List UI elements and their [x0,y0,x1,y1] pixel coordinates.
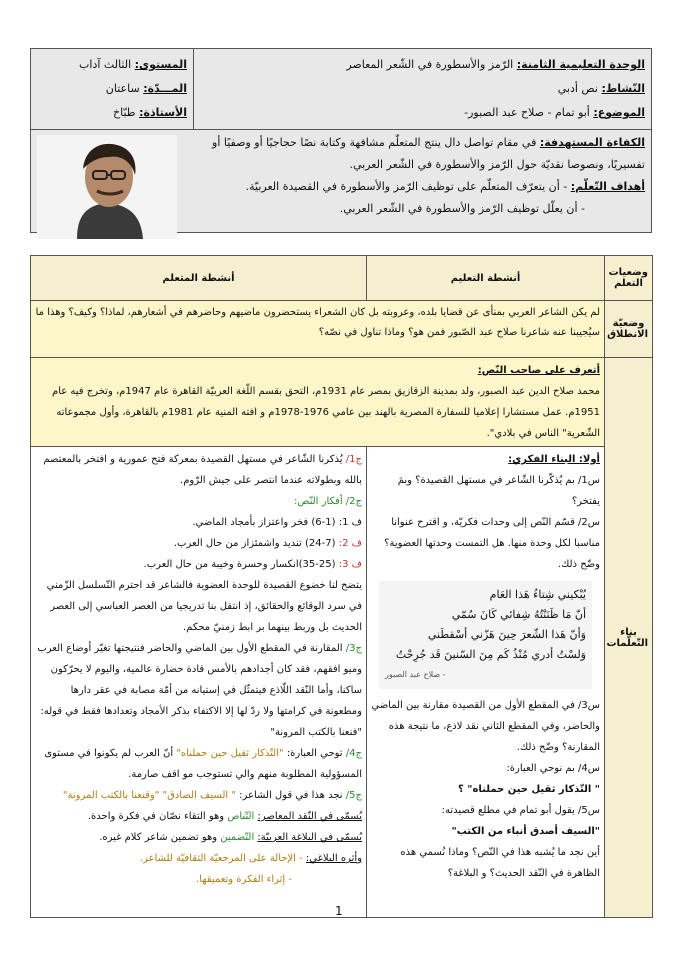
bio-cell [31,358,605,447]
answer-3-text: المقارنة في المقطع الأول بين الماضي والحاضر فنتيجتها تغيّر أوضاع العرب وميو افقهم، فقد كان أجدادهم بالأمس قادة حضارة عالمية، واليوم لا يحرّكون ساكنا، وأما النّقد اللّاذع فيتمثّل في إستيانه من أمّة مصابة في عقر دارها ومطعونة في كرامتها ولا ردّ لها إلا الاكتفاء بذكر الأمجاد وتعدادها فقط في قوله: "فنعنا بالكتب المرونة" [37,643,362,738]
questions-cell [367,447,605,918]
goal-1: - أن يتعرّف المتعلّم على توظيف الرّمز والأسطورة في القصيدة العربيّة. [245,180,568,193]
goal-2: - أن يعلّل توظيف الرّمز والأسطورة في الشّعر العربي. [339,202,585,215]
answer-3 [35,638,362,743]
answer-4-lead: توحي العبارة: [286,748,343,759]
level-line [37,53,187,77]
question-2: س2/ قسّم النّص إلى وحدات فكريّة، و اقترح عنوانا مناسبا لكل وحدة منها. هل التمست وحدتها العضوية؟ وضّح ذلك. [384,517,600,570]
answer-2-f3-mark: ف 3: [338,559,362,570]
answer-5-mark: ج5/ [345,790,362,801]
competence-line [181,132,645,176]
answer-5-lead: نجد هذا في قول الشاعر: [239,790,343,801]
activity-value: نص أدبي [557,82,598,95]
poet-portrait-drawing [37,135,177,239]
answer-5-crit-lead: يُسمّى في النّقد المعاصر: [257,811,362,822]
answer-2-mark: ج2/ أفكار النّص: [294,496,362,507]
answer-2-f2: (7-24) تنديد واشمئزاز من حال العرب. [173,538,336,549]
header-meta [31,49,193,129]
answer-5-effect-lead: وأثره البلاغي: [305,853,362,864]
bio-text: محمد صلاح الدين عبد الصبور، ولد بمدينة الزقازيق بمصر عام 1931م، التحق بقسم اللّغة العربيّة القاهرة عام 1947م، وتخرج فيه عام 1951م. عمل مستشارا إعلاميا للسفارة المصرية بالهند بين عامي 1976-1978م و افته المنية عام 1981م بالقاهرة، وأول مجموعاته الشّعرية" الناس في بلادي". [52,386,600,439]
poem-line-3: وَأنّ هَذا الشّعرَ حِينَ هَزّني أسْقطَني [427,628,586,641]
answer-4 [35,743,362,785]
level-label: المستوى: [134,58,187,71]
answer-5-rhetoric [35,827,362,848]
start-label: وضعيّة الانطلاق [605,301,653,358]
build-label: بناء التّعلّمات [605,358,653,918]
duration-value: ساعتان [105,82,140,95]
questions-heading: أولا: البناء الفكري: [508,454,600,465]
teacher-value: طبّاخ [113,106,136,119]
bio-title: أتعرف على صاحب النّص: [477,365,600,376]
duration-line [37,77,187,101]
answer-1-mark: ج1/ [345,454,362,465]
col-learner: أنشطة المتعلم [31,256,367,301]
answer-2-f2-mark: ف 2: [338,538,362,549]
start-row [31,301,653,358]
poem-author: - صلاح عبد الصبور [385,670,446,679]
unit-label: الوحدة التعليمية الثامنة: [516,58,645,71]
col-teaching: أنشطة التعليم [367,256,605,301]
start-text: لم يكن الشاعر العربي بمنأى عن قضايا بلده، وعروبته بل كان الشعراء يستحضرون ماضيهم وحاضرهم في أشعارهم، لماذا؟ وكيف؟ وهذا ما سيُجيبنا عنه شاعرنا صلاح عبد الصّبور فمن هو؟ وماذا تناول في نصّه؟ [31,301,605,358]
activity-label: النّشاط: [601,82,645,95]
competence-text: في مقام تواصل دال ينتج المتعلّم مشافهة وكتابة نصًا حجاجيًا أو وصفيًا أو تفسيريًا، ونصوصا نقديّة حول الرّمز والأسطورة في الشّعر العربي. [212,136,645,171]
poem-excerpt [379,581,592,689]
answer-5-rhet-lead: يُسمّى في البلاغة العربيّة: [257,832,362,843]
answer-5-quote: " السيف الصادق" "وقنعنا بالكتب المرونة" [62,790,236,801]
question-5b: أين نجد ما يُشبه هذا في النّص؟ وماذا نُسمي هذه الظاهرة في النّقد الحديث؟ و البلاغة؟ [400,847,600,879]
answer-2-f3-line [35,554,362,575]
answer-4-mark: ج4/ [345,748,362,759]
question-5-quote: "السيف أصدق أنباء من الكتب" [451,826,600,837]
answer-5-effect-1: - الإحالة على المرجعيّة الثقافيّة للشاعر. [139,853,303,864]
poem-line-1: يُبْكيني شِتاءُ هَذا العَام [489,588,586,601]
competence-label: الكفاءة المستهدفة: [539,136,645,149]
answer-4-quote: "التّذكار ثقيل حين حملناه" [176,748,284,759]
answer-2-text: يتضح لنا خضوع القصيدة للوحدة العضوية فالشاعر قد احترم التّسلسل الزّمني في سرد الوقائع والحقائق، إذ انتقل بنا تدريجيا من العصر العباسي إلى العصر الحديث بل وربط بينهما بر ابط زمنيّ محكم. [46,580,362,633]
question-4-quote: " التّذكار ثقيل حين حملناه" ؟ [458,784,600,795]
goals-label: أهداف التّعلّم: [570,180,645,193]
bio-row [31,358,653,447]
answer-5-crit-tail: وهو التقاء نصّان في فكرة واحدة. [87,811,225,822]
answer-5-effect-2: - إثراء الفكرة وتعميقها. [196,874,292,885]
topic-value: أبو تمام - صلاح عبد الصبور- [464,106,590,119]
answer-5-criticism [35,806,362,827]
question-5: س5/ يقول أبو تمام في مطلع قصيدته: [441,805,600,816]
question-1: س1/ بم يُذكّرنا الشّاعر في مستهل القصيدة؟ وبمَ يفتخر؟ [397,475,600,507]
answer-5-rhet-tail: وهو تضمين شاعر كلام غيره. [99,832,218,843]
topic-line [200,101,645,125]
content-row [31,447,653,918]
header-frame [30,48,652,233]
answer-2-f3: (25-35)انكسار وحسرة وخيبة من حال العرب. [143,559,336,570]
teacher-label: الأستاذة: [139,106,187,119]
answer-2-f1: ف 1: (1-6) فخر واعتزاز بأمجاد الماضي. [192,517,362,528]
duration-label: المـــدّة: [143,82,187,95]
unit-line [200,53,645,77]
level-value: الثالث آداب [79,58,132,71]
header-info [193,49,651,129]
poem-line-2: أنّ مَا ظَنَنْتُهُ شِفائي كَانَ سُمّي [451,608,586,621]
unit-value: الرّمز والأسطورة في الشّعر المعاصر [346,58,514,71]
header-row [31,49,651,130]
poet-portrait [37,135,177,239]
answer-4-text: أنّ العرب لم يكونوا في مستوى المسؤولية المطلوبة منهم والي تستوجب مو اقف صارمة. [44,748,362,780]
answer-5 [35,785,362,806]
answer-1 [35,449,362,491]
poem-line-4: وَلسْتُ أدري مُنْذُ كَم مِنَ السّنينَ قَد جُرِحْتُ [395,648,586,661]
activity-line [200,77,645,101]
answer-1-text: يُذكرنا الشّاعر في مستهل القصيدة بمعركة فتح عمورية و افتخر بالمعتصم بالله وبطولاته عندما انتصر على جيش الرّوم. [43,454,362,486]
answer-5-crit: التّناص [227,811,255,822]
answers-cell [31,447,367,918]
table-header-row [31,256,653,301]
lesson-table [30,255,653,918]
teacher-line [37,101,187,125]
answer-5-rhet: التّضمين [220,832,255,843]
topic-label: الموضوع: [593,106,645,119]
question-3: س3/ في المقطع الأول من القصيدة مقارنة بين الماضي والحاضر، وفي المقطع الثاني نقد لاذع، ما نتيجة هذه المقارنة؟ وضّح ذلك. [371,700,600,753]
answer-3-mark: ج3/ [345,643,362,654]
answer-5-effect [35,848,362,869]
answer-2-f2-line [35,533,362,554]
question-4: س4/ بم نوحي العبارة: [506,763,600,774]
col-situations: وضعيات التعلم [605,256,653,301]
goals-line [181,176,645,198]
page-number: 1 [335,904,343,918]
